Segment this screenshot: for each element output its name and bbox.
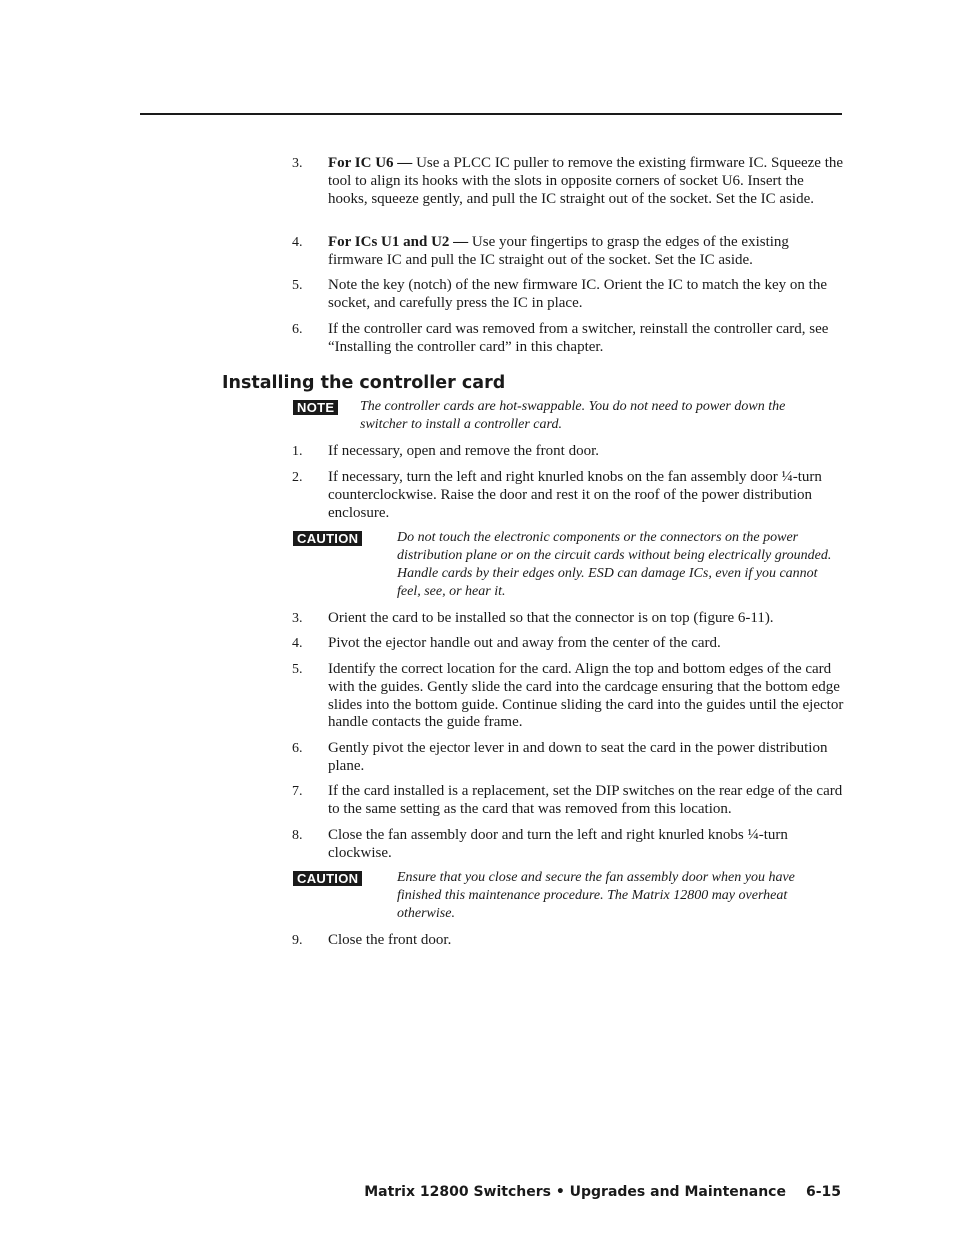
caution-text: Do not touch the electronic components or the connectors on the power distribution plane or on the circuit cards without being electrically grounded. Handle cards by their edges only. ESD can damage ICs, even if you cannot feel, see, or hear it. — [397, 530, 832, 599]
step-number: 3. — [292, 611, 303, 626]
step-number: 9. — [292, 933, 303, 948]
step-5-orient-ic — [292, 277, 844, 313]
step-text: If the card installed is a replacement, set the DIP switches on the rear edge of the card to the same setting as the card that was removed from this location. — [328, 783, 843, 817]
footer-title: Matrix 12800 Switchers • Upgrades and Maintenance — [364, 1184, 786, 1200]
step-text: Close the front door. — [328, 932, 452, 948]
step-5-slide-card — [292, 661, 844, 732]
note-text: The controller cards are hot-swappable. You do not need to power down the switcher to install a controller card. — [360, 399, 786, 432]
note-badge: NOTE — [293, 400, 338, 415]
step-text: Use your fingertips to grasp the edges of the existing firmware IC and pull the IC straight out of the socket. Set the IC aside. — [328, 234, 789, 268]
step-number: 1. — [292, 444, 303, 459]
step-text: If necessary, turn the left and right knurled knobs on the fan assembly door ¼-turn counterclockwise. Raise the door and rest it on the roof of the power distribution enclosure. — [328, 469, 822, 521]
step-text: Orient the card to be installed so that the connector is on top (figure 6-11). — [328, 610, 774, 626]
step-text: Close the fan assembly door and turn the left and right knurled knobs ¼-turn clockwise. — [328, 827, 788, 861]
step-3-orient-card — [292, 610, 844, 628]
step-text: Pivot the ejector handle out and away from the center of the card. — [328, 635, 721, 651]
step-number: 7. — [292, 784, 303, 799]
step-number: 2. — [292, 470, 303, 485]
step-text: Note the key (notch) of the new firmware IC. Orient the IC to match the key on the socket, and carefully press the IC in place. — [328, 277, 828, 311]
caution-text: Ensure that you close and secure the fan assembly door when you have finished this maintenance procedure. The Matrix 12800 may overheat otherwise. — [397, 870, 795, 921]
step-8-close-fan-door — [292, 827, 844, 863]
section-heading: Installing the controller card — [222, 373, 506, 393]
step-text: If the controller card was removed from a switcher, reinstall the controller card, see “Installing the controller card” in this chapter. — [328, 321, 829, 355]
step-number: 5. — [292, 278, 303, 293]
step-2-fan-door — [292, 469, 844, 522]
caution-badge: CAUTION — [293, 531, 362, 546]
step-1-front-door — [292, 443, 844, 461]
step-number: 4. — [292, 636, 303, 651]
step-4-ics-u1-u2 — [292, 234, 844, 270]
step-text: Identify the correct location for the card. Align the top and bottom edges of the card with the guides. Gently slide the card into the cardcage ensuring that the bottom edge slides into the bottom guide. Continue sliding the card into the guides until the ejector handle contacts the guide frame. — [328, 661, 844, 731]
step-9-close-front-door — [292, 932, 844, 950]
step-number: 3. — [292, 156, 303, 171]
step-number: 4. — [292, 235, 303, 250]
step-text: If necessary, open and remove the front door. — [328, 443, 600, 459]
step-text: Gently pivot the ejector lever in and down to seat the card in the power distribution plane. — [328, 740, 828, 774]
step-6-seat-card — [292, 740, 844, 776]
step-number: 6. — [292, 741, 303, 756]
page-number: 6-15 — [805, 1184, 841, 1200]
step-3-ic-u6 — [292, 155, 844, 208]
header-rule — [140, 113, 842, 115]
step-text: Use a PLCC IC puller to remove the existing firmware IC. Squeeze the tool to align its hooks with the slots in opposite corners of socket U6. Insert the hooks, squeeze gently, and pull the IC straight out of the socket. Set the IC aside. — [328, 155, 844, 207]
step-6-reinstall — [292, 321, 844, 357]
page-footer — [364, 1184, 841, 1200]
step-number: 8. — [292, 828, 303, 843]
step-7-dip-switches — [292, 783, 844, 819]
step-lead: For IC U6 — — [328, 155, 413, 171]
step-number: 5. — [292, 662, 303, 677]
caution-badge: CAUTION — [293, 871, 362, 886]
step-4-pivot-handle — [292, 635, 844, 653]
step-lead: For ICs U1 and U2 — — [328, 234, 469, 250]
step-number: 6. — [292, 322, 303, 337]
